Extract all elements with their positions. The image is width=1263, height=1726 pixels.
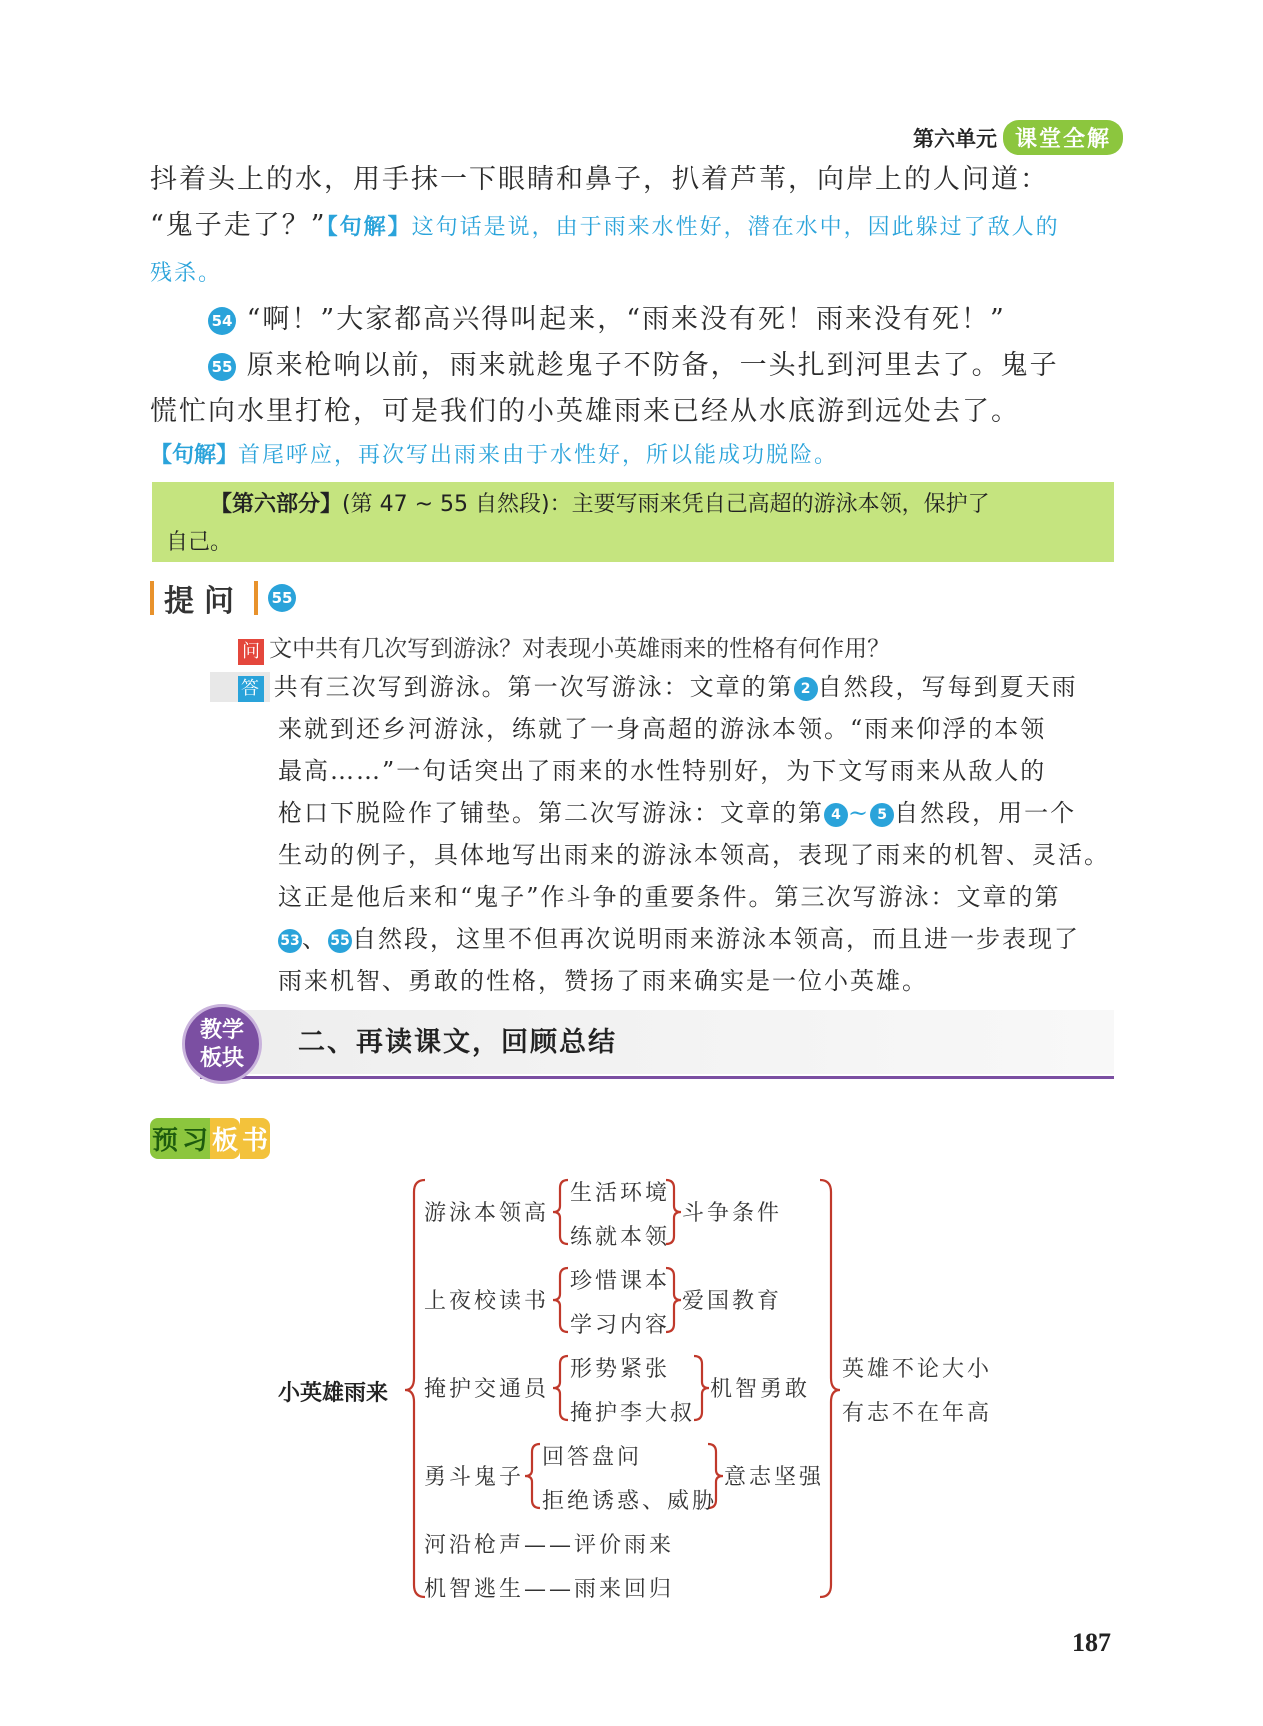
- page-number: 187: [1072, 1628, 1111, 1657]
- paragraph-text: 原来枪响以前，雨来就趁鬼子不防备，一头扎到河里去了。鬼子: [246, 350, 1059, 381]
- mindmap-theme: 有志不在年高: [842, 1401, 993, 1426]
- section-badge: 教学 板块: [182, 1004, 262, 1084]
- summary-line: 【第六部分】(第 47 ~ 55 自然段)：主要写雨来凭自己高超的游泳本领，保护了: [210, 492, 990, 517]
- mindmap-result: 斗争条件: [682, 1201, 783, 1226]
- preview-board-label: 预 习 板 书: [150, 1118, 270, 1159]
- paragraph-number: 55: [328, 929, 352, 953]
- mindmap-theme: 英雄不论大小: [842, 1357, 993, 1382]
- part-label: 【第六部分】: [210, 492, 343, 517]
- mindmap-root: 小英雄雨来: [278, 1381, 389, 1406]
- paragraph-number: 2: [794, 677, 818, 701]
- sentence-note: 残杀。: [150, 261, 223, 286]
- paragraph-number: 5: [870, 803, 894, 827]
- mindmap-leaf: 学习内容: [570, 1313, 671, 1338]
- paragraph-number: 4: [824, 803, 848, 827]
- answer-line: 这正是他后来和“鬼子”作斗争的重要条件。第三次写游泳：文章的第: [278, 883, 1061, 911]
- question-text: 文中共有几次写到游泳？对表现小英雄雨来的性格有何作用？: [269, 636, 891, 662]
- mindmap-leaf: 珍惜课本: [570, 1269, 671, 1294]
- quote: “鬼子走了？”: [150, 210, 327, 241]
- mindmap-branch: 上夜校读书: [424, 1289, 550, 1314]
- paragraph-text: “啊！”大家都高兴得叫起来，“雨来没有死！雨来没有死！”: [246, 304, 1006, 335]
- mindmap-branch: 游泳本领高: [424, 1201, 550, 1226]
- paragraph-number: 54: [208, 307, 236, 335]
- mindmap-branch: 掩护交通员: [424, 1377, 550, 1402]
- text-line: 慌忙向水里打枪，可是我们的小英雄雨来已经从水底游到远处去了。: [150, 396, 1020, 427]
- mindmap-leaf: 形势紧张: [570, 1357, 671, 1382]
- summary-line: 自己。: [166, 530, 233, 555]
- sentence-tag: 【句解】: [326, 215, 412, 240]
- sentence-note: 这句话是说，由于雨来水性好，潜在水中，因此躲过了敌人的: [411, 215, 1060, 240]
- mindmap-branch: 勇斗鬼子: [424, 1465, 525, 1490]
- answer-line: 53、 55自然段，这里不但再次说明雨来游泳本领高，而且进一步表现了: [278, 918, 1080, 960]
- answer-line: 枪口下脱险作了铺垫。第二次写游泳：文章的第 4 ~ 5 自然段，用一个: [278, 799, 1077, 827]
- answer-line: 雨来机智、勇敢的性格，赞扬了雨来确实是一位小英雄。: [278, 967, 928, 995]
- mindmap-leaf: 掩护李大叔: [570, 1401, 696, 1426]
- header-badge: 课堂全解: [1003, 120, 1123, 155]
- mindmap-leaf: 回答盘问: [542, 1445, 643, 1470]
- question-heading-title: 提问: [164, 584, 244, 619]
- answer-line: 答 共有三次写到游泳。第一次写游泳：文章的第 2 自然段，写每到夏天雨: [238, 666, 1078, 708]
- mindmap-leaf: 生活环境: [570, 1181, 671, 1206]
- paragraph-number: 55: [208, 353, 236, 381]
- mindmap-result: 意志坚强: [724, 1465, 825, 1490]
- mindmap-result: 爱国教育: [682, 1289, 783, 1314]
- mindmap-result: 机智勇敢: [710, 1377, 811, 1402]
- paragraph-number: 53: [278, 929, 302, 953]
- question-icon: 问: [238, 639, 264, 665]
- answer-line: 来就到还乡河游泳，练就了一身高超的游泳本领。“雨来仰浮的本领: [278, 715, 1047, 743]
- section-title: 二、再读课文，回顾总结: [298, 1027, 617, 1058]
- mindmap-branch: 河沿枪声——评价雨来: [424, 1533, 675, 1558]
- sentence-tag: 【句解】: [150, 443, 239, 468]
- mindmap-leaf: 练就本领: [570, 1225, 671, 1250]
- text-line: 抖着头上的水，用手抹一下眼睛和鼻子，扒着芦苇，向岸上的人问道：: [150, 164, 1049, 195]
- mindmap-branch: 机智逃生——雨来回归: [424, 1577, 675, 1602]
- answer-line: 最高……”一句话突出了雨来的水性特别好，为下文写雨来从敌人的: [278, 757, 1047, 785]
- unit-label: 第六单元: [912, 126, 997, 151]
- answer-line: 生动的例子，具体地写出雨来的游泳本领高，表现了雨来的机智、灵活。: [278, 841, 1110, 869]
- answer-icon: 答: [238, 676, 264, 702]
- mindmap-leaf: 拒绝诱惑、威胁: [542, 1489, 718, 1514]
- paragraph-number: 55: [268, 584, 296, 612]
- sentence-note: 首尾呼应，再次写出雨来由于水性好，所以能成功脱险。: [238, 443, 839, 468]
